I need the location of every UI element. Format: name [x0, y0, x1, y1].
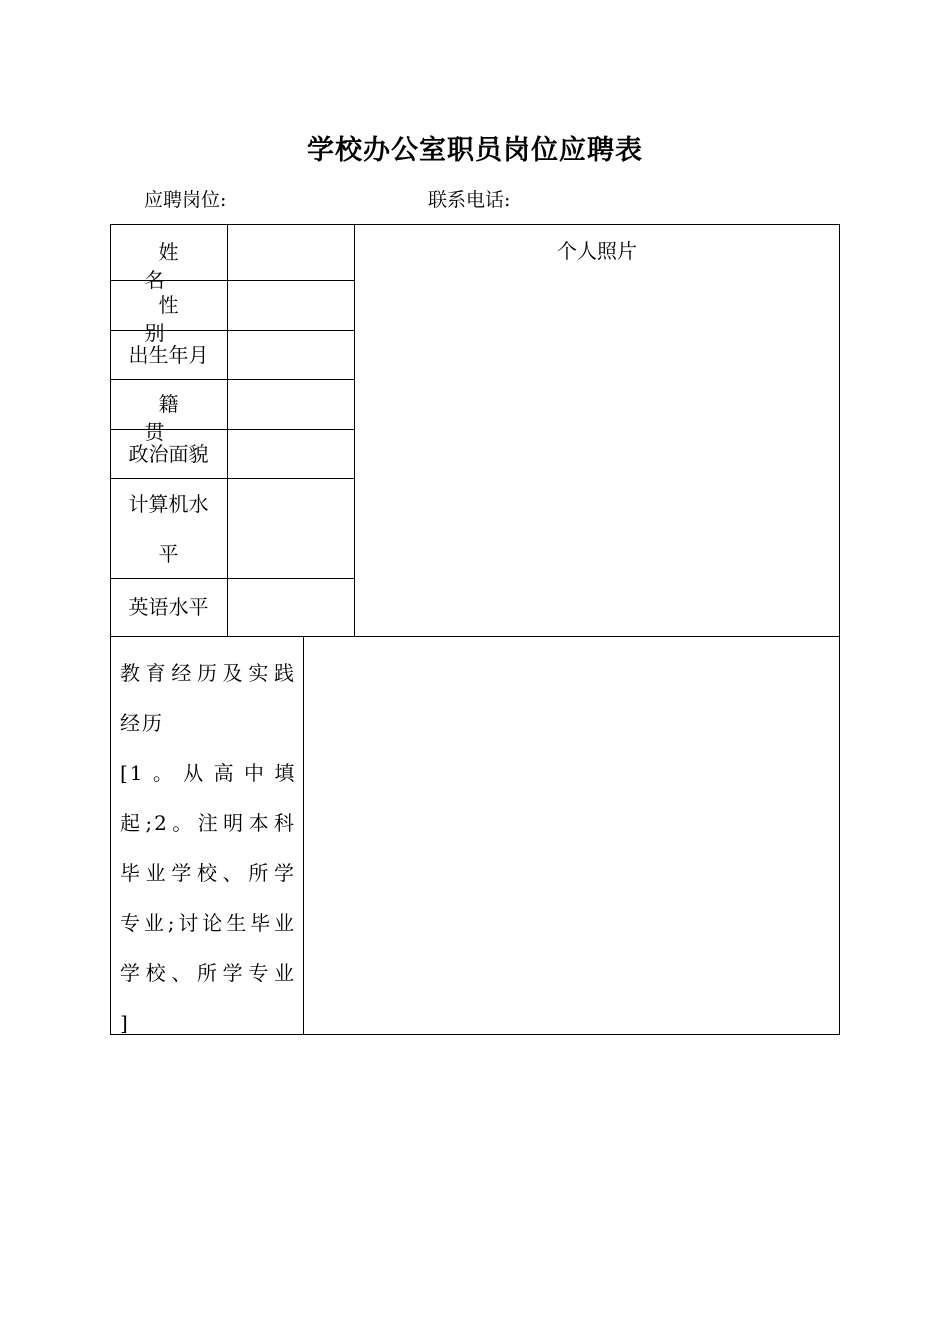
name-label: 姓 名	[144, 240, 207, 292]
education-value[interactable]	[304, 637, 839, 1034]
birth-label: 出生年月	[128, 343, 209, 367]
computer-level-label-cont: 平	[158, 542, 179, 566]
native-place-value[interactable]	[228, 380, 354, 429]
english-level-value[interactable]	[228, 579, 354, 636]
political-status-value[interactable]	[228, 430, 354, 478]
english-level-label: 英语水平	[128, 595, 209, 619]
education-label-line: [1 。 从 高 中 填	[120, 761, 296, 785]
name-value[interactable]	[228, 225, 354, 280]
gender-value[interactable]	[228, 281, 354, 330]
education-label-line: ]	[120, 1011, 130, 1035]
computer-level-value[interactable]	[228, 479, 354, 578]
phone-label: 联系电话:	[428, 189, 511, 211]
applied-post-label: 应聘岗位:	[144, 189, 227, 211]
native-place-label: 籍 贯	[144, 392, 207, 444]
table-border-right	[839, 224, 840, 1035]
education-label	[120, 648, 296, 1048]
education-label-line: 专业;讨论生毕业	[120, 911, 296, 935]
political-status-label: 政治面貌	[128, 442, 209, 466]
education-label-line: 起;2。注明本科	[120, 811, 296, 835]
education-label-line: 教育经历及实践	[120, 661, 296, 685]
gender-label: 性 别	[144, 293, 207, 345]
education-label-line: 经历	[120, 711, 164, 735]
photo-area[interactable]	[355, 225, 839, 636]
birth-value[interactable]	[228, 331, 354, 379]
education-label-line: 毕业学校、所学	[120, 861, 296, 885]
photo-label: 个人照片	[557, 239, 637, 263]
computer-level-label: 计算机水	[128, 492, 209, 516]
education-label-line: 学校、所学专业	[120, 961, 296, 985]
page-title: 学校办公室职员岗位应聘表	[307, 135, 643, 166]
